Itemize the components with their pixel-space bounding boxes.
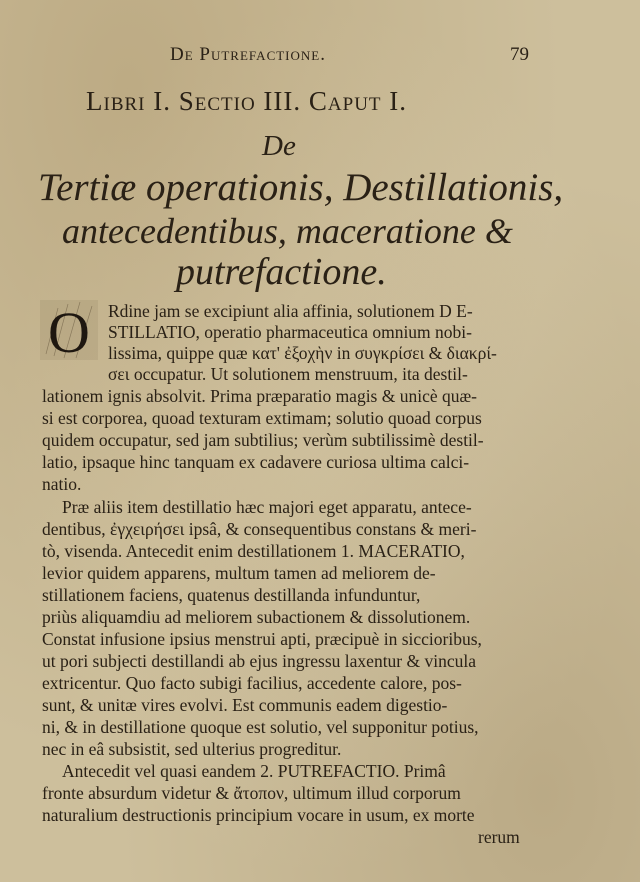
text-line: natio. bbox=[42, 474, 82, 494]
text-line: dentibus, ἐγχειρήσει ipsâ, & consequentibus constans & meri- bbox=[42, 519, 477, 539]
text-line: quidem occupatur, sed jam subtilius; verùm subtilissimè destil- bbox=[42, 430, 484, 450]
title-line-1: Tertiæ operationis, Destillationis, bbox=[38, 166, 564, 209]
running-title: De Putrefactione. bbox=[170, 44, 326, 65]
ornamental-dropcap bbox=[40, 300, 98, 360]
text-line: extricentur. Quo facto subigi facilius, accedente calore, pos- bbox=[42, 673, 462, 693]
title-line-2: antecedentibus, maceratione & bbox=[62, 211, 513, 251]
text-line: sunt, & unitæ vires evolvi. Est communis eadem digestio- bbox=[42, 695, 448, 715]
text-line: ut pori subjecti destillandi ab ejus ingressu laxentur & vincula bbox=[42, 651, 477, 671]
text-line: rerum bbox=[478, 827, 520, 847]
text-line: lissima, quippe quæ κατ' ἐξοχὴν in συγκρίσει & διακρί- bbox=[108, 343, 497, 363]
text-line: tò, visenda. Antecedit enim destillationem 1. MACERATIO, bbox=[42, 541, 465, 561]
page-number: 79 bbox=[510, 44, 529, 65]
text-line: σει occupatur. Ut solutionem menstruum, ita destil- bbox=[108, 364, 468, 384]
text-line: latio, ipsaque hinc tanquam ex cadavere curiosa ultima calci- bbox=[42, 452, 470, 472]
running-head bbox=[0, 44, 640, 74]
title-line-3: putrefactione. bbox=[176, 251, 387, 293]
text-line: Rdine jam se excipiunt alia affinia, solutionem D E- bbox=[108, 301, 473, 321]
text-line: lationem ignis absolvit. Prima præparatio magis & unicè quæ- bbox=[42, 386, 478, 406]
text-line: Antecedit vel quasi eandem 2. PUTREFACTIO. Primâ bbox=[62, 761, 446, 781]
text-line: fronte absurdum videtur & ἄτοπον, ultimum illud corporum bbox=[42, 783, 461, 803]
text-line: stillationem faciens, quatenus destillanda infunduntur, bbox=[42, 585, 421, 605]
text-line: Præ aliis item destillatio hæc majori eget apparatu, antece- bbox=[62, 497, 472, 517]
title-de: De bbox=[262, 130, 296, 162]
text-line: priùs aliquamdiu ad meliorem subactionem & dissolutionem. bbox=[42, 607, 471, 627]
text-line: si est corporea, quoad texturam extimam; solutio quoad corpus bbox=[42, 408, 482, 428]
chapter-heading: Libri I. Sectio III. Caput I. bbox=[86, 86, 408, 116]
text-line: Constat infusione ipsius menstrui apti, præcipuè in siccioribus, bbox=[42, 629, 482, 649]
text-line: nec in eâ subsistit, sed ulterius progreditur. bbox=[42, 739, 342, 759]
text-line: naturalium destructionis principium vocare in usum, ex morte bbox=[42, 805, 475, 825]
text-line: levior quidem apparens, multum tamen ad meliorem de- bbox=[42, 563, 436, 583]
text-line: STILLATIO, operatio pharmaceutica omnium nobi- bbox=[108, 322, 472, 342]
text-line: ni, & in destillatione quoque est solutio, vel supponitur potius, bbox=[42, 717, 479, 737]
dropcap-letter: O bbox=[48, 300, 90, 360]
